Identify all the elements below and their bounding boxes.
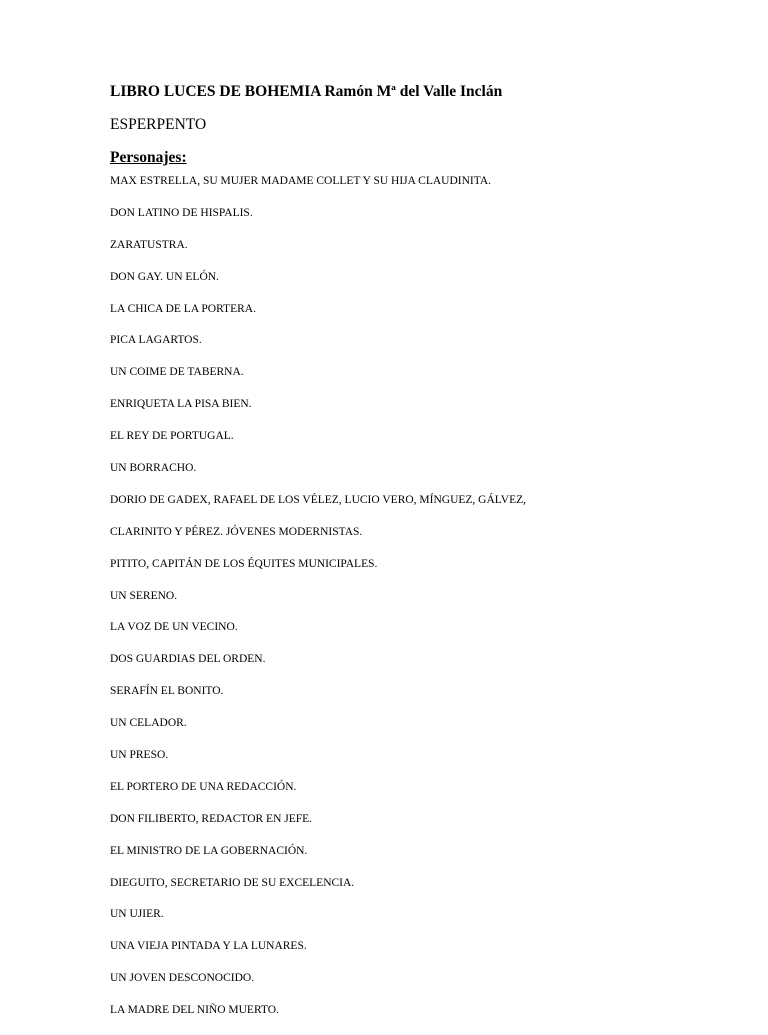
character-item: PITITO, CAPITÁN DE LOS ÉQUITES MUNICIPALES. — [110, 557, 378, 570]
document-title: LIBRO LUCES DE BOHEMIA Ramón Mª del Valle Inclán — [110, 83, 503, 100]
character-item: MAX ESTRELLA, SU MUJER MADAME COLLET Y SU HIJA CLAUDINITA. — [110, 175, 492, 187]
character-item: UN SERENO. — [110, 589, 178, 602]
character-item: DORIO DE GADEX, RAFAEL DE LOS VÉLEZ, LUCIO VERO, MÍNGUEZ, GÁLVEZ, — [110, 493, 526, 506]
character-item: DIEGUITO, SECRETARIO DE SU EXCELENCIA. — [110, 876, 355, 889]
characters-heading: Personajes: — [110, 149, 187, 166]
character-item: UN CELADOR. — [110, 717, 187, 730]
character-item: UN JOVEN DESCONOCIDO. — [110, 972, 255, 985]
character-item: EL PORTERO DE UNA REDACCIÓN. — [110, 780, 297, 793]
character-item: UN PRESO. — [110, 749, 169, 762]
character-item: EL REY DE PORTUGAL. — [110, 430, 234, 443]
document-subtitle: ESPERPENTO — [110, 116, 207, 133]
character-item: PICA LAGARTOS. — [110, 334, 202, 347]
character-item: DON FILIBERTO, REDACTOR EN JEFE. — [110, 812, 313, 825]
character-item: EL MINISTRO DE LA GOBERNACIÓN. — [110, 844, 308, 857]
characters-list — [110, 174, 730, 1017]
character-item: LA MADRE DEL NIÑO MUERTO. — [110, 1004, 279, 1017]
character-item: UN UJIER. — [110, 908, 164, 921]
character-item: UN BORRACHO. — [110, 462, 197, 475]
character-item: ZARATUSTRA. — [110, 238, 188, 251]
character-item: DON LATINO DE HISPALIS. — [110, 206, 253, 219]
character-item: SERAFÍN EL BONITO. — [110, 685, 224, 698]
character-item: UNA VIEJA PINTADA Y LA LUNARES. — [110, 940, 307, 953]
character-item: LA CHICA DE LA PORTERA. — [110, 302, 256, 315]
document-page — [110, 82, 730, 1035]
character-item: DOS GUARDIAS DEL ORDEN. — [110, 653, 266, 666]
character-item: UN COIME DE TABERNA. — [110, 366, 244, 379]
character-item: CLARINITO Y PÉREZ. JÓVENES MODERNISTAS. — [110, 525, 363, 538]
character-item: ENRIQUETA LA PISA BIEN. — [110, 398, 252, 411]
character-item: DON GAY. UN ELÓN. — [110, 270, 219, 283]
character-item: LA VOZ DE UN VECINO. — [110, 621, 238, 634]
